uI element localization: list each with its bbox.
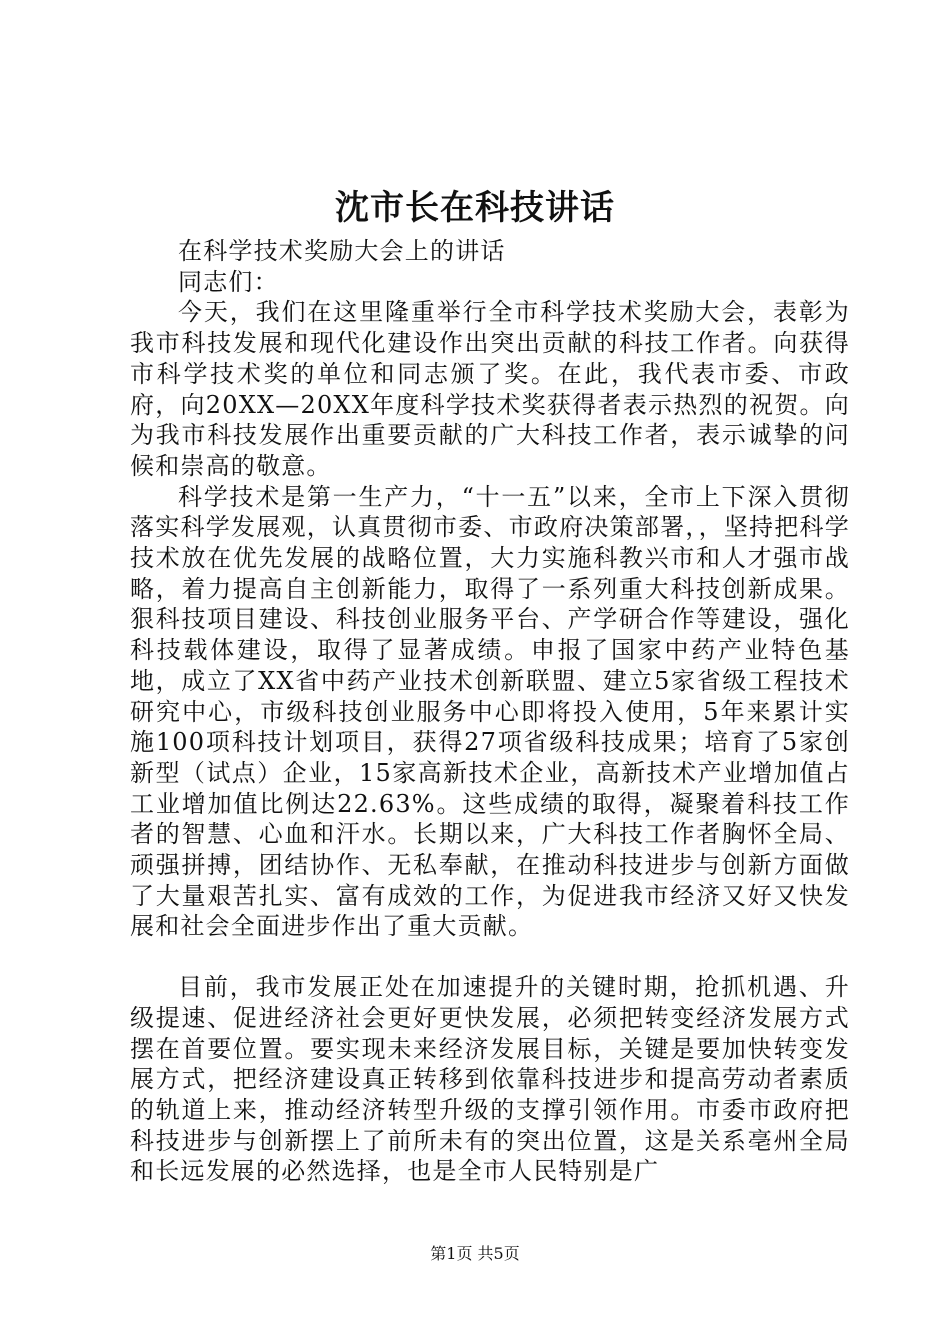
document-title: 沈市长在科技讲话: [335, 188, 615, 228]
paragraph-2: 科学技术是第一生产力，“十一五”以来，全市上下深入贯彻落实科学发展观，认真贯彻市委、市政府决策部署，，坚持把科学技术放在优先发展的战略位置，大力实施科教兴市和人才强市战略，着力提高自主创新能力，取得了一系列重大科技创新成果。狠科技项目建设、科技创业服务平台、产学研合作等建设，强化科技载体建设，取得了显著成绩。申报了国家中药产业特色基地，成立了XX省中药产业技术创新联盟、建立5家省级工程技术研究中心，市级科技创业服务中心即将投入使用，5年来累计实施100项科技计划项目，获得27项省级科技成果；培育了5家创新型（试点）企业，15家高新技术企业，高新技术产业增加值占工业增加值比例达22.63%。这些成绩的取得，凝聚着科技工作者的智慧、心血和汗水。长期以来，广大科技工作者胸怀全局、顽强拼搏，团结协作、无私奉献，在推动科技进步与创新方面做了大量艰苦扎实、富有成效的工作，为促进我市经济又好又快发展和社会全面进步作出了重大贡献。: [130, 482, 850, 941]
document-body: [130, 236, 850, 1187]
speech-subtitle: 在科学技术奖励大会上的讲话: [178, 237, 506, 265]
salutation: 同志们：: [178, 267, 279, 296]
paragraph-3: 目前，我市发展正处在加速提升的关键时期，抢抓机遇、升级提速、促进经济社会更好更快发展，必须把转变经济发展方式摆在首要位置。要实现未来经济发展目标，关键是要加快转变发展方式，把经济建设真正转移到依靠科技进步和提高劳动者素质的轨道上来，推动经济转型升级的支撑引领作用。市委市政府把科技进步与创新摆上了前所未有的突出位置，这是关系亳州全局和长远发展的必然选择，也是全市人民特别是广: [130, 973, 850, 1186]
paragraph-1: 今天，我们在这里隆重举行全市科学技术奖励大会，表彰为我市科技发展和现代化建设作出突出贡献的科技工作者。向获得市科学技术奖的单位和同志颁了奖。在此，我代表市委、市政府，向20XX—20XX年度科学技术奖获得者表示热烈的祝贺。向为我市科技发展作出重要贡献的广大科技工作者，表示诚挚的问候和崇高的敬意。: [130, 298, 850, 480]
page-footer: 第1页 共5页: [430, 1244, 520, 1263]
